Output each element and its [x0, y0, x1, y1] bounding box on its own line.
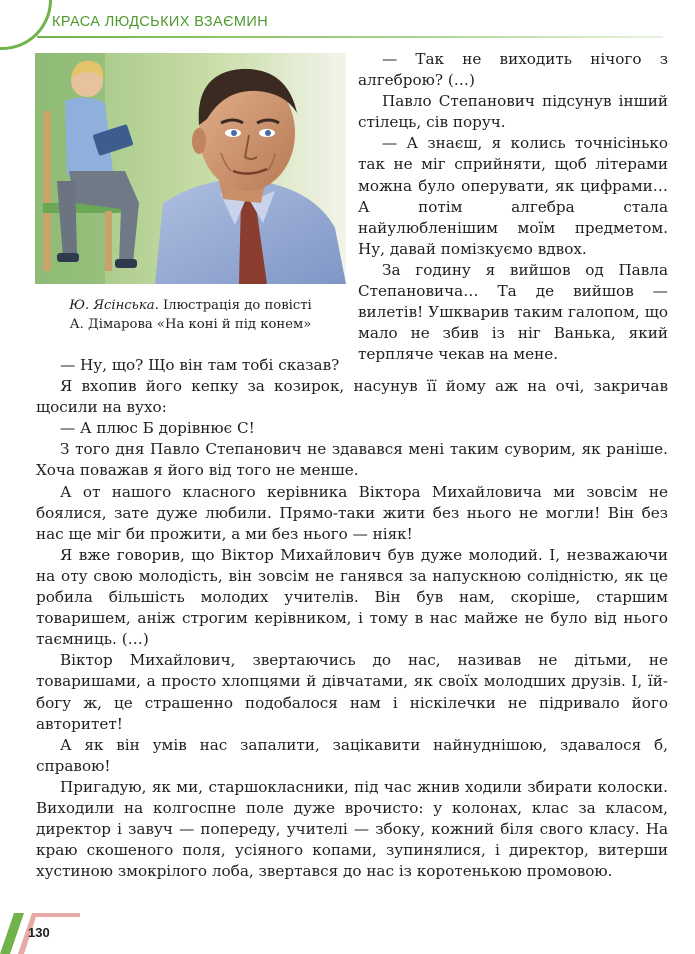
caption-author: Ю. Ясінська.	[69, 298, 159, 313]
illustration	[35, 53, 346, 284]
header-rule	[37, 36, 663, 38]
illustration-caption	[35, 296, 346, 334]
caption-line-2: А. Дімарова «На коні й під конем»	[69, 317, 312, 332]
section-title: КРАСА ЛЮДСЬКИХ ВЗАЄМИН	[52, 14, 269, 30]
caption-text: Ілюстрація до повісті	[162, 298, 312, 313]
paragraph: А от нашого класного керівника Віктора Михайловича ми зовсім не боялися, зате дуже любили. Прямо-таки жити без нього не могли! Він без нас ще міг би прожити, а ми без нього — ніяк!	[36, 482, 668, 543]
page-number: 130	[28, 925, 50, 940]
paragraph: — А знаєш, я колись точнісінько так не міг сприйняти, щоб літерами можна було оперувати, як цифрами… А потім алгебра стала найулюбленішим моїм предметом. Ну, давай помізкуємо вдвох.	[358, 134, 668, 258]
paragraph: За годину я вийшов од Павла Степановича… Та де вийшов — вилетів! Ушкварив таким галопом, що мало не збив із ніг Ванька, який терпляче чекав на мене.	[358, 260, 668, 364]
paragraph: Я вхопив його кепку за козирок, насунув її йому аж на очі, закричав щосили на вухо:	[36, 377, 668, 417]
man-portrait-and-boy-reading-icon	[35, 53, 346, 284]
paragraph: З того дня Павло Степанович не здавався мені таким суворим, як раніше. Хоча поважав я його від того не менше.	[36, 440, 668, 480]
paragraph: Пригадую, як ми, старшокласники, під час жнив ходили збирати колоски. Виходили на колгоспне поле дуже врочисто: у колонах, клас за класом, директор і завуч — попереду, учителі — збоку, кожний біля свого класу. На краю скошеного поля, усіяного копами, зупинялися, і директор, витерши хустиною змокрілого лоба, звертався до нас із коротенькою промовою.	[36, 777, 668, 881]
paragraph: — Ну, що? Що він там тобі сказав?	[60, 356, 340, 374]
paragraph: Віктор Михайлович, звертаючись до нас, називав не дітьми, не товаришами, а просто хлопцями й дівчатами, як своїх молодших друзів. І, їй-богу ж, це страшенно подобалося нам і ніскілечки не підривало його авторитет!	[36, 651, 668, 733]
right-column-text	[358, 49, 668, 365]
caption-line-1	[35, 296, 346, 315]
paragraph: Я вже говорив, що Віктор Михайлович був дуже молодий. І, незважаючи на оту свою молодість, він зовсім не ганявся за напускною солідністю, як це робила більшість молодих учителів. Він був нам, скоріше, старшим товаришем, аніж строгим керівником, і тому в нас майже не було від нього таємниць. (…)	[36, 545, 668, 649]
paragraph: — Так не виходить нічого з алгеброю? (…)	[358, 50, 668, 90]
paragraph: — А плюс Б дорівнює С!	[60, 419, 255, 438]
paragraph: Павло Степанович підсунув інший стілець, сів поруч.	[358, 92, 668, 132]
paragraph: А як він умів нас запалити, зацікавити найнуднішою, здавалося б, справою!	[36, 735, 668, 775]
main-text	[36, 355, 668, 882]
header-decorative-arc	[0, 0, 52, 50]
